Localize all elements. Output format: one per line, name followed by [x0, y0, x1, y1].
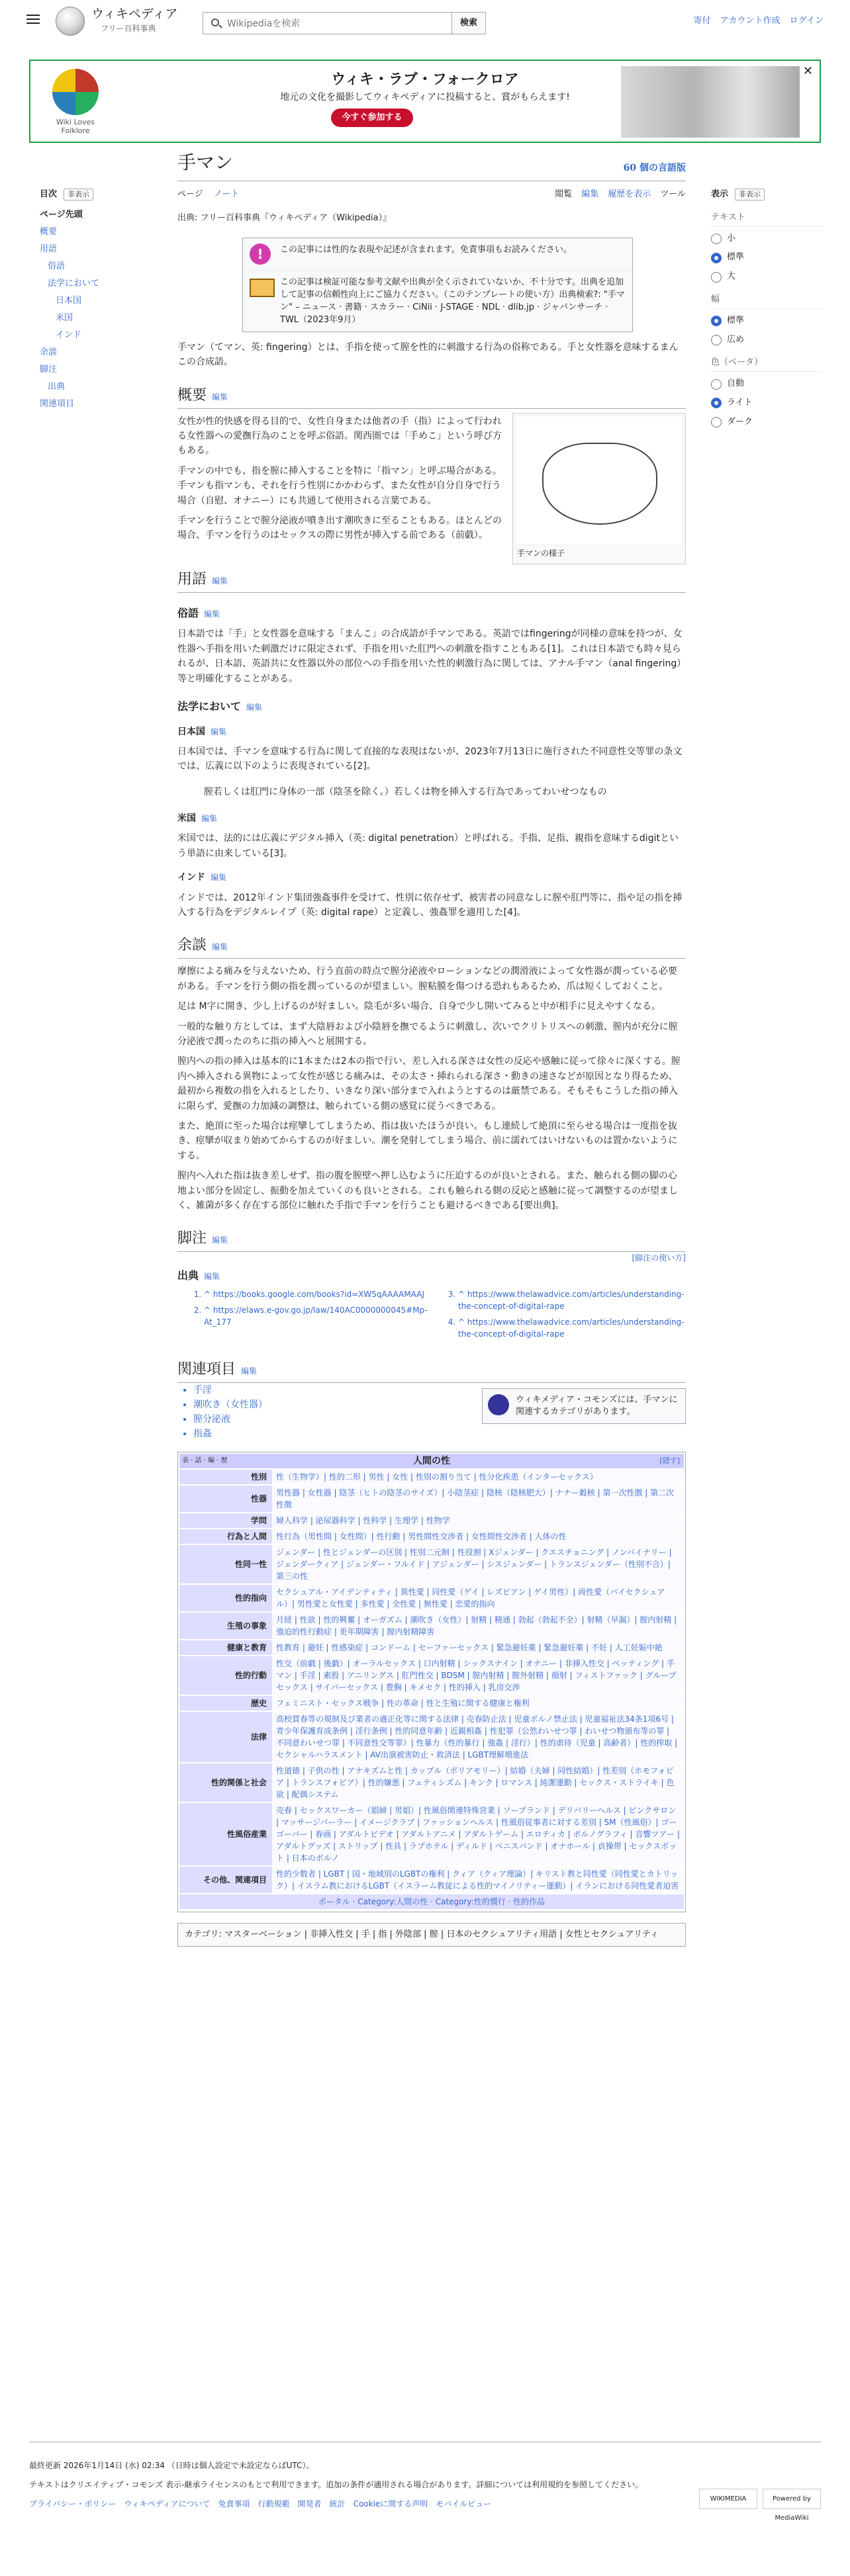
tab-read[interactable]: 閲覧: [555, 189, 573, 199]
navbox-group[interactable]: 行為と人間: [179, 1529, 272, 1544]
login-link[interactable]: ログイン: [789, 16, 824, 26]
notice-box: [242, 238, 633, 332]
heading-japan: 日本国: [177, 726, 205, 737]
toc-item-law[interactable]: 法学において: [48, 278, 100, 289]
navbox-group[interactable]: 法律: [179, 1712, 272, 1762]
join-button[interactable]: 今すぐ参加する: [331, 109, 413, 127]
navbox-list[interactable]: 性的少数者 | LGBT | 国・地域別のLGBTの権利 | クィア（クィア理論）| キリスト教と同性愛（同性愛とカトリック）| イスラム教におけるLGBT（イスラーム教徒による性的マイノリティー運動）| イランにおける同性愛者迫害: [272, 1867, 684, 1893]
navbox-list[interactable]: 性行為（男性間 | 女性間）| 性行動 | 男性間性交渉者 | 女性間性交渉者 | 人体の性: [272, 1529, 684, 1544]
main-menu-icon[interactable]: [26, 15, 40, 24]
toc-item-sources[interactable]: 出典: [48, 381, 66, 392]
donate-link[interactable]: 寄付: [693, 16, 711, 26]
mediawiki-badge[interactable]: Powered by MediaWiki: [763, 2489, 821, 2509]
page-footer: [29, 2442, 821, 2522]
code-of-conduct-link[interactable]: 行動規範: [258, 2499, 290, 2509]
personal-tools: [686, 15, 824, 28]
navbox-list[interactable]: 性教育 | 避妊 | 性感染症 | コンドーム | セーファーセックス | 緊急避妊薬 | 緊急避妊薬 | 不妊 | 人工妊娠中絶: [272, 1640, 684, 1655]
navbox-group[interactable]: 性同一性: [179, 1545, 272, 1583]
edit-link[interactable]: 編集: [246, 702, 263, 712]
edit-link[interactable]: 編集: [211, 727, 227, 736]
search-button[interactable]: 検索: [451, 12, 486, 34]
navbox-group[interactable]: 性風俗産業: [179, 1803, 272, 1865]
edit-link[interactable]: 編集: [212, 1235, 228, 1245]
misc-p2: 足は M字に開き、少し上げるのが好ましい。陰毛が多い場合、自身で少し開いてみると中が相手に見えやすくなる。: [177, 1001, 661, 1012]
navbox-group[interactable]: 性的関係と社会: [179, 1763, 272, 1802]
toc-item-misc[interactable]: 余談: [40, 347, 58, 357]
heading-related: 関連項目: [177, 1361, 236, 1378]
navbox-group[interactable]: 性器: [179, 1486, 272, 1512]
law-quote: 膣若しくは肛門に身体の一部（陰茎を除く。）若しくは物を挿入する行為であってわいせつなもの: [204, 786, 607, 797]
reference-item[interactable]: 4. ^ https://www.thelawadvice.com/articles/understanding-the-concept-of-digital-rape: [458, 1316, 686, 1340]
navbox-hide-button[interactable]: [隠す]: [659, 1456, 680, 1466]
india-paragraph: インドでは、2012年インド集団強姦事件を受けて、性別に依存せず、被害者の同意なしに膣や肛門等に、指や足の指を挿入する行為をデジタルレイプ（英: digital rape）と定義し、強姦罪を適用した[4]。: [177, 892, 683, 918]
color-dark[interactable]: ダーク: [711, 416, 824, 429]
book-icon: [250, 279, 275, 297]
privacy-link[interactable]: プライバシー・ポリシー: [29, 2499, 117, 2509]
illustration-figure: [512, 413, 686, 564]
table-of-contents: [40, 188, 152, 415]
navbox-group[interactable]: 性別: [179, 1470, 272, 1484]
logo-subtitle: フリー百科事典: [101, 24, 156, 33]
overview-p1: 女性が性的快感を得る目的で、女性自身または他者の手（指）によって行われる女性器への愛撫行為のことを呼ぶ俗語。関西圏では「手めこ」という呼び方もある。: [177, 416, 502, 457]
misc-p6: 膣内へ入れた指は抜き差しせず、指の腹を膣壁へ押し込むように圧迫するのが良いとされる。また、触られる側の脚の心地よい部分を固定し、振動を加えていくのも良いとされる。これも触られる側の反応と感触に従って調整するのが望ましく、雑菌が多く存在する部位に触れた手指で手マンを行うことも避けるべきである[要出典]。: [177, 1171, 678, 1211]
page-tabs: [177, 181, 686, 208]
toc-item-terms[interactable]: 用語: [40, 244, 58, 254]
navbox-list[interactable]: 月経 | 性欲 | 性的興奮 | オーガズム | 潮吹き（女性）| 射精 | 精通 | 勃起（勃起不全）| 射精（早漏）| 膣内射精 | 強迫的性行動症 | 更年期障害 | 膣内射精障害: [272, 1613, 684, 1639]
navbox-vte[interactable]: 表 · 話 · 編 · 歴: [182, 1457, 228, 1465]
reference-item[interactable]: 3. ^ https://www.thelawadvice.com/articles/understanding-the-concept-of-digital-rape: [458, 1288, 686, 1312]
width-standard[interactable]: 標準: [711, 314, 824, 328]
commons-text[interactable]: ウィキメディア・コモンズには、手マンに関連するカテゴリがあります。: [516, 1395, 678, 1417]
tab-tools[interactable]: ツール: [660, 189, 686, 199]
color-light[interactable]: ライト: [711, 396, 824, 410]
navbox-group[interactable]: 健康と教育: [179, 1640, 272, 1655]
misc-p3: 一般的な触り方としては、まず大陰唇および小陰唇を撫でるように刺激し、次いでクリトリスへの刺激、膣内が充分に膣分泌液で潤ったのちに指の挿入へと展開する。: [177, 1021, 678, 1047]
heading-us: 米国: [177, 813, 196, 824]
language-button[interactable]: 60 個の言語版: [623, 163, 686, 173]
heading-overview: 概要: [177, 386, 207, 404]
navbox-list[interactable]: 性道徳 | 子供の性 | アナキズムと性 | カップル（ポリアモリー）| 結婚（夫婦 | 同性結婚）| 性差別（ホモフォビア | トランスフォビア）| 性的嫌悪 | フェティシズム | キンク | ロマンス | 純潔運動 | セックス・ストライキ | 色欲 | 配偶システム: [272, 1763, 684, 1802]
edit-link[interactable]: 編集: [212, 576, 228, 586]
navbox-list[interactable]: ジェンダー | 性とジェンダーの区別 | 性別二元制 | 性役割 | Xジェンダー | クエスチョニング | ノンバイナリー | ジェンダークィア | ジェンダー・フルイド | アジェンダー | シスジェンダー | トランスジェンダー（性別不合）| 第三の性: [272, 1545, 684, 1583]
slang-paragraph: 日本語では「手」と女性器を意味する「まんこ」の合成語が手マンである。英語ではfingeringが同様の意味を持つが、女性器へ手指を用いた刺激だけに限定されず、手指を用いた肛門への刺激を指すこともある[1]。これは日本語でも時々見られるが、日本語、英語共に女性器以外の部位への手指を用いた性的刺激行為に関しては、アナル手マン（anal fingering）等と明確化することがある。: [177, 629, 683, 684]
last-updated: 最終更新 2026年1月14日 (水) 02:34 （日時は個人設定で未設定ならばUTC）。: [29, 2461, 314, 2470]
heading-sources: 出典: [177, 1269, 199, 1282]
navbox-group[interactable]: 性的指向: [179, 1585, 272, 1611]
toc-item-japan[interactable]: 日本国: [56, 295, 82, 306]
color-heading: 色（ベータ）: [711, 356, 824, 372]
navbox-group[interactable]: 生殖の事象: [179, 1613, 272, 1639]
category-box[interactable]: カテゴリ: マスターベーション | 非挿入性交 | 手 | 指 | 外陰部 | 膣 | 日本のセクシュアリティ用語 | 女性とセクシュアリティ: [177, 1923, 686, 1947]
figure-caption: 手マンの様子: [517, 548, 565, 558]
color-auto[interactable]: 自動: [711, 377, 824, 391]
heading-notes: 脚注: [177, 1230, 207, 1247]
toc-item-overview[interactable]: 概要: [40, 226, 58, 237]
edit-link[interactable]: 編集: [211, 873, 227, 883]
toc-item-india[interactable]: インド: [56, 330, 82, 340]
navbox-group[interactable]: 学問: [179, 1513, 272, 1528]
notice-sexual-content: この記事には性的な表現や記述が含まれます。免責事項もお読みください。: [280, 244, 572, 255]
notice-sources: この記事は検証可能な参考文献や出典が全く示されていないか、不十分です。出典を追加して記事の信頼性向上にご協力ください。（このテンプレートの使い方）出典検索?: "手マン" – ニュース · 書籍 · スカラー · CiNii · J-STAGE · NDL · dlib.jp · ジャパンサーチ · TWL（2023年9月）: [280, 277, 625, 325]
related-link[interactable]: • 手淫: [193, 1383, 686, 1398]
wiki-loves-folklore-logo: Wiki Loves Folklore: [44, 69, 107, 135]
text-size-small[interactable]: 小: [711, 232, 824, 246]
notes-help-link[interactable]: [脚注の使い方]: [632, 1253, 686, 1263]
text-size-large[interactable]: 大: [711, 270, 824, 284]
edit-link[interactable]: 編集: [204, 609, 220, 619]
toc-item-related[interactable]: 関連項目: [40, 398, 75, 409]
text-size-standard[interactable]: 標準: [711, 251, 824, 265]
search-box[interactable]: [203, 12, 486, 34]
wikimedia-badge[interactable]: WIKIMEDIA: [699, 2489, 757, 2509]
misc-p5: また、絶頂に至った場合は痙攣してしまうため、指は抜いたほうが良い。もし連続して絶頂に至らせる場合は一度指を抜き、痙攣が収まり始めてからするのが好ましい。潮を発射してしまう場合、前に濡れてはいけないものは置かないようにする。: [177, 1120, 678, 1161]
search-input[interactable]: Wikipediaを検索: [227, 19, 301, 29]
navbox-list[interactable]: フェミニスト・セックス戦争 | 性の革命 | 性と生殖に関する健康と権利: [272, 1696, 684, 1710]
overview-p3: 手マンを行うことで膣分泌液が噴き出す潮吹きに至ることもある。ほとんどの場合、手マンを行うのはセックスの際に男性が挿入する前である（前戯）。: [177, 515, 502, 541]
edit-link[interactable]: 編集: [204, 1272, 220, 1282]
overview-p2: 手マンの中でも、指を膣に挿入することを特に「指マン」と呼ぶ場合がある。手マンも指マンも、それを行う性別にかかわらず、また女性が自分自身で行う場合（自慰、オナニー）にも共通して使用される言葉である。: [177, 465, 502, 506]
illustration-image[interactable]: [515, 416, 683, 545]
tab-edit[interactable]: 編集: [581, 189, 599, 199]
heading-slang: 俗語: [177, 606, 199, 619]
navbox-group[interactable]: 性的行動: [179, 1656, 272, 1695]
page-source-note: 出典: フリー百科事典『ウィキペディア（Wikipedia）』: [177, 213, 392, 223]
create-account-link[interactable]: アカウント作成: [720, 16, 780, 26]
heading-india: インド: [177, 872, 205, 883]
license-text: テキストはクリエイティブ・コモンズ 表示-継承ライセンスのもとで利用できます。追加の条件が適用される場合があります。詳細については利用規約を参照してください。: [29, 2480, 643, 2490]
navbox-group[interactable]: 歴史: [179, 1696, 272, 1710]
article-content: [177, 150, 686, 1947]
campaign-banner: [29, 60, 821, 143]
about-link[interactable]: ウィキペディアについて: [124, 2499, 211, 2509]
navbox-list[interactable]: 高校買春等の規制及び業者の適正化等に関する法律 | 売春防止法 | 児童ポルノ禁止法 | 児童福祉法34条1項6号 | 青少年保護育成条例 | 淫行条例 | 性的同意年齢 | 近親相姦 | 性犯罪（公然わいせつ罪 | わいせつ物頒布等の罪 | 不同意わいせつ罪 | 不同意性交等罪）| 性暴力（性的暴行 | 強姦 | 淫行）| 性的虐待（児童 | 高齢者）| 性的搾取 | セクシャルハラスメント | AV出演被害防止・救済法 | LGBT理解増進法: [272, 1712, 684, 1762]
search-icon: [211, 19, 219, 26]
navbox-group[interactable]: その他、関連項目: [179, 1867, 272, 1893]
reference-list: [177, 1284, 686, 1344]
edit-link[interactable]: 編集: [241, 1366, 258, 1376]
tab-history[interactable]: 履歴を表示: [608, 189, 651, 199]
width-wide[interactable]: 広め: [711, 333, 824, 347]
warning-icon: !: [250, 244, 271, 265]
tab-talk[interactable]: ノート: [213, 189, 240, 199]
wikipedia-logo[interactable]: [56, 7, 85, 36]
misc-p4: 膣内への指の挿入は基本的に1本または2本の指で行い、差し入れる深さは女性の反応や感触に従って徐々に深くする。膣内へ挿入される異物によって女性が感じる痛みは、その太さ・挿れられる深さ・動きの速さなどが原因となり得るため、最初から複数の指を入れるとしたり、いきなり深い部分まで入れようとするのは厳禁である。そもそもこうした指の挿入に限らず、愛撫の力加減の調整は、触られている側の感覚に従うべきである。: [177, 1056, 681, 1112]
toc-title: 目次: [40, 189, 58, 199]
close-icon[interactable]: ✕: [802, 64, 813, 78]
site-header: [0, 0, 850, 44]
edit-link[interactable]: 編集: [201, 814, 218, 824]
reference-item[interactable]: 2. ^ https://elaws.e-gov.go.jp/law/140AC0000000045#Mp-At_177: [204, 1304, 432, 1328]
width-heading: 幅: [711, 293, 824, 309]
commons-box: [482, 1388, 686, 1424]
commons-icon: [488, 1394, 509, 1415]
text-size-heading: テキスト: [711, 211, 824, 227]
navbox-list[interactable]: 婦人科学 | 泌尿器科学 | 性科学 | 生理学 | 性物学: [272, 1513, 684, 1528]
navbox-human-sexuality: [177, 1452, 686, 1912]
heading-misc: 余談: [177, 937, 207, 954]
related-link[interactable]: • 潮吹き（女性器）: [193, 1398, 686, 1412]
appearance-title: 表示: [711, 189, 729, 199]
logo-title[interactable]: ウィキペディア: [91, 7, 178, 21]
navbox-list[interactable]: 性交（前戯 | 後戯）| オーラルセックス | 口内射精 | シックスナイン | オナニー | 非挿入性交 | ペッティング | 手マン | 手淫 | 素股 | アニリングス | 肛門性交 | BDSM | 膣内射精 | 膣外射精 | 顔射 | フィストファック | グループセックス | サイバーセックス | 豊胸 | キメセク | 性的挿入 | 乳房交渉: [272, 1656, 684, 1695]
navbox-list[interactable]: 性（生物学）| 性的二形 | 男性 | 女性 | 性別の割り当て | 性分化疾患（インターセックス）: [272, 1470, 684, 1484]
toc-hide-button[interactable]: 非表示: [64, 189, 93, 200]
developers-link[interactable]: 開発者: [297, 2499, 322, 2509]
disclaimer-link[interactable]: 免責事項: [218, 2499, 250, 2509]
misc-p1: 摩擦による痛みを与えないため、行う直前の時点で膣分泌液やローションなどの潤滑液によって女性器が潤っている必要がある。手マンを行う側の指を潤っているのが望ましい。膣粘膜を傷つける恐れもあるため、爪は短くしておくこと。: [177, 966, 677, 992]
reference-item[interactable]: 1. ^ https://books.google.com/books?id=XW5qAAAAMAAJ: [204, 1288, 432, 1300]
edit-link[interactable]: 編集: [212, 392, 228, 402]
banner-title: ウィキ・ラブ・フォークロア: [331, 71, 519, 88]
mobile-view-link[interactable]: モバイルビュー: [436, 2499, 492, 2509]
banner-description: 地元の文化を撮影してウィキペディアに投稿すると、賞がもらえます!: [280, 92, 570, 103]
navbox-list[interactable]: セクシュアル・アイデンティティ | 異性愛 | 同性愛（ゲイ | レズビアン | ゲイ男性）| 両性愛（バイセクシュアル）| 男性愛と女性愛 | 多性愛 | 全性愛 | 無性愛 | 恋愛的指向: [272, 1585, 684, 1611]
japan-paragraph: 日本国では、手マンを意味する行為に関して直接的な表現はないが、2023年7月13日に施行された不同意性交等罪の条文では、広義に以下のように表現されている[2]。: [177, 746, 683, 772]
appearance-hide-button[interactable]: 非表示: [735, 189, 765, 200]
banner-photos: [621, 66, 800, 138]
intro-paragraph: 手マン（てマン、英: fingering）とは、手指を使って膣を性的に刺激する行為の俗称である。手と女性器を意味するまんこの合成語。: [177, 341, 679, 368]
toc-item-slang[interactable]: 俗語: [48, 261, 66, 271]
navbox-list[interactable]: 売春 | セックスワーカー（娼婦 | 男娼）| 性風俗関連特殊営業 | ソープランド | デリバリーヘルス | ピンクサロン | マッサージパーラー | イメージクラブ | ファッションヘルス | 性風俗従事者に対する差別 | SM（性風俗）| ゴーゴーバー | 春画 | アダルトビデオ | アダルトアニメ | アダルトゲーム | エロティカ | ポルノグラフィ | 音響ツアー | アダルトグッズ | ストリップ | 性具 | ラブホテル | ディルド | ペニスバンド | オナホール | 貞操帯 | セックスボット | 日本のポルノ: [272, 1803, 684, 1865]
heading-terms: 用語: [177, 570, 207, 588]
us-paragraph: 米国では、法的には広義にデジタル挿入（英: digital penetration）と呼ばれる。手指、足指、親指を意味するdigitという単語に由来している[3]。: [177, 833, 679, 859]
related-link[interactable]: • 指姦: [193, 1427, 686, 1441]
toc-item-top[interactable]: ページ先頭: [40, 209, 83, 220]
edit-link[interactable]: 編集: [212, 942, 228, 952]
page-title: 手マン: [177, 152, 234, 173]
heading-law: 法学において: [177, 699, 242, 713]
appearance-panel: [711, 188, 824, 435]
toc-item-notes[interactable]: 脚注: [40, 364, 58, 375]
tab-page[interactable]: ページ: [177, 189, 203, 199]
cookie-link[interactable]: Cookieに関する声明: [353, 2499, 428, 2509]
navbox-list[interactable]: 男性器 | 女性器 | 陰茎（ヒトの陰茎のサイズ）| 小陰茎症 | 陰核（陰核肥大）| ナナー穀核 | 第一次性徴 | 第二次性徴: [272, 1486, 684, 1512]
stats-link[interactable]: 統計: [329, 2499, 346, 2509]
navbox-footer[interactable]: ポータル · Category:人間の性 · Category:性的慣行 · 性的作品: [179, 1894, 684, 1909]
related-link[interactable]: • 膣分泌液: [193, 1412, 686, 1427]
navbox-title[interactable]: 人間の性: [413, 1456, 450, 1467]
toc-item-us[interactable]: 米国: [56, 312, 73, 323]
